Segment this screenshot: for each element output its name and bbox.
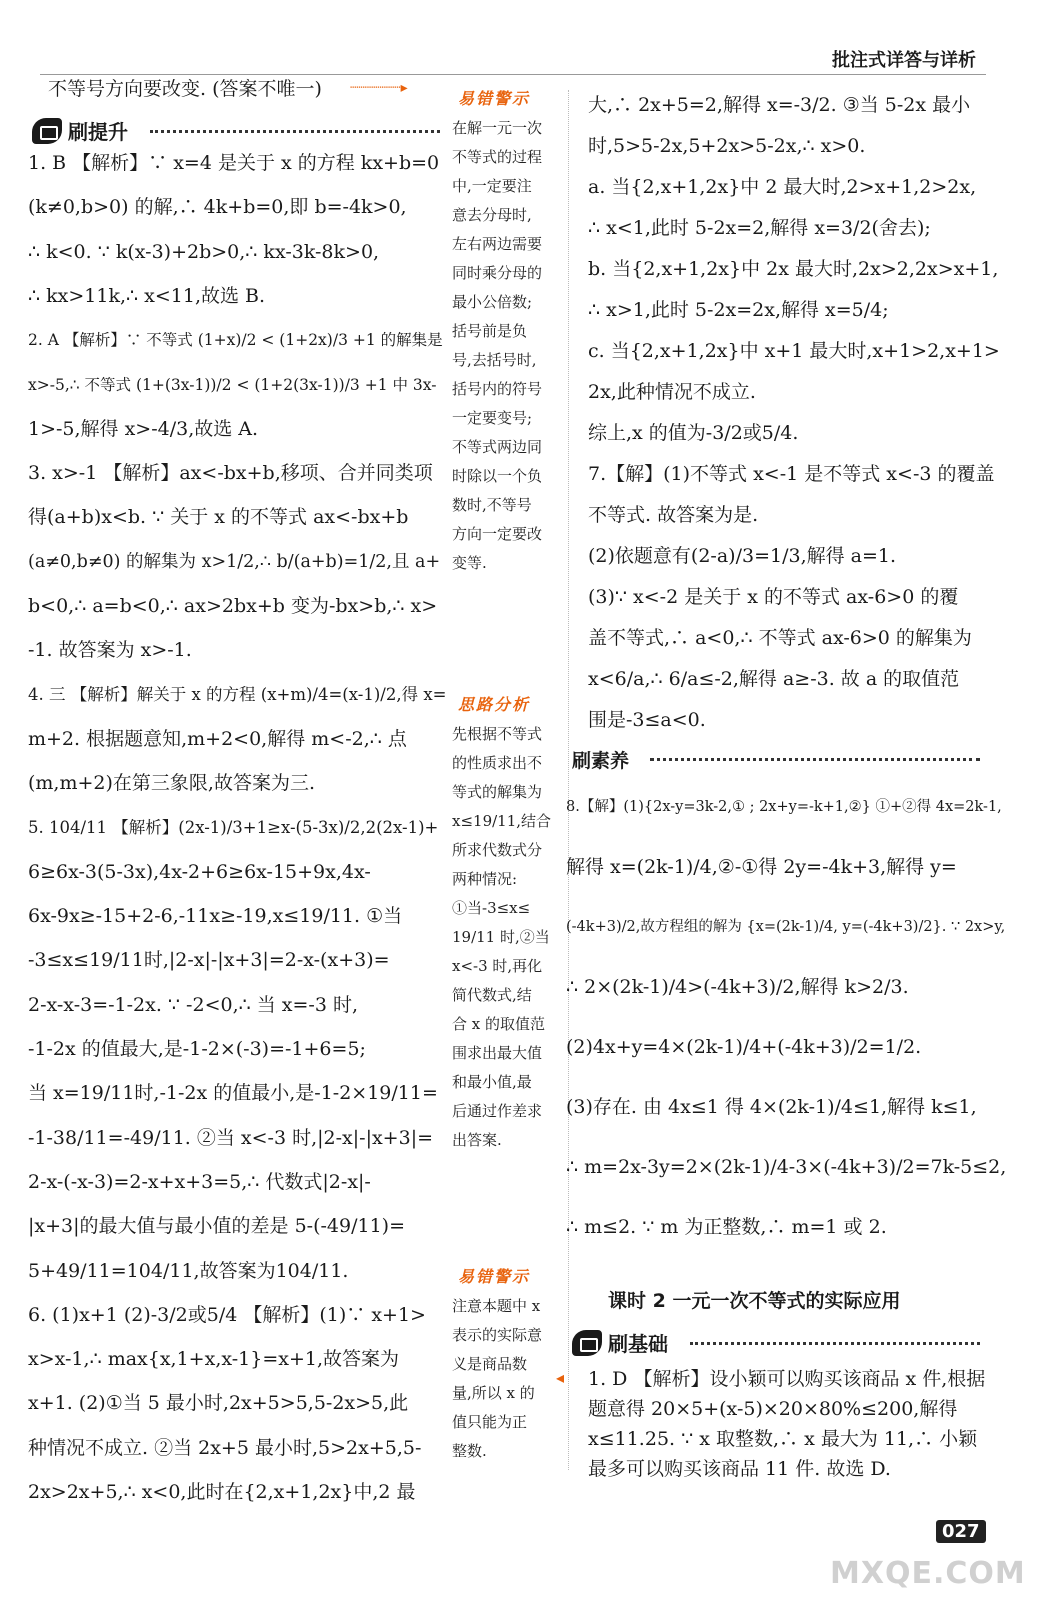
section-heading-shua-tisheng: [32, 116, 128, 145]
lesson-title: 课时 2 一元一次不等式的实际应用: [608, 1290, 901, 1312]
right-line-1: 大,∴ 2x+5=2,解得 x=-3/2. ③当 5-2x 最小: [588, 94, 971, 116]
left-line-12: -1. 故答案为 x>-1.: [28, 639, 192, 662]
note2-line-14: 后通过作差求: [452, 1102, 543, 1120]
note2-line-5: 所求代数式分: [452, 841, 543, 859]
right-line3-3: x≤11.25. ∵ x 取整数,∴ x 最大为 11,∴ 小颖: [588, 1428, 978, 1450]
header-rule: [40, 74, 986, 75]
left-line-11: b<0,∴ a=b<0,∴ ax>2bx+b 变为-bx>b,∴ x>: [28, 595, 438, 617]
left-line-23: -1-38/11=-49/11. ②当 x<-3 时,|2-x|-|x+3|=: [28, 1126, 434, 1149]
note2-line-4: x≤19/11,结合: [452, 812, 552, 830]
left-line-1: 1. B 【解析】∵ x=4 是关于 x 的方程 kx+b=0: [28, 152, 440, 174]
note2-line-13: 和最小值,最: [452, 1073, 532, 1091]
right-line3-1: 1. D 【解析】设小颖可以购买该商品 x 件,根据: [588, 1368, 986, 1390]
right-line-2: 时,5>5-2x,5+2x>5-2x,∴ x>0.: [588, 135, 866, 157]
intro-line: 不等号方向要改变. (答案不唯一): [48, 78, 322, 100]
right-line-10: 7.【解】(1)不等式 x<-1 是不等式 x<-3 的覆盖: [588, 463, 995, 485]
right-line-3: a. 当{2,x+1,2x}中 2 最大时,2>x+1,2>2x,: [588, 176, 977, 198]
right-line2-6: (3)存在. 由 4x≤1 得 4×(2k-1)/4≤1,解得 k≤1,: [566, 1096, 977, 1118]
left-line-8: 3. x>-1 【解析】ax<-bx+b,移项、合并同类项: [28, 462, 433, 485]
note2-line-12: 围求出最大值: [452, 1044, 543, 1062]
note2-line-15: 出答案.: [452, 1131, 502, 1149]
right-line2-7: ∴ m=2x-3y=2×(2k-1)/4-3×(-4k+3)/2=7k-5≤2,: [566, 1156, 1007, 1178]
left-line-9: 得(a+b)x<b. ∵ 关于 x 的不等式 ax<-bx+b: [28, 506, 409, 529]
left-line-6: x>-5,∴ 不等式 (1+(3x-1))/2 < (1+2(3x-1))/3 +1 中 3x-: [28, 375, 437, 394]
note-connector-arrow: ┈┈┈┈┈┈▸: [350, 80, 408, 96]
right-line-6: ∴ x>1,此时 5-2x=2x,解得 x=5/4;: [588, 299, 889, 321]
note1-line-5: 左右两边需要: [452, 235, 543, 253]
page-number: 027: [936, 1520, 986, 1543]
left-line-18: 6x-9x≥-15+2-6,-11x≥-19,x≤19/11. ①当: [28, 905, 403, 928]
left-line-13: 4. 三 【解析】解关于 x 的方程 (x+m)/4=(x-1)/2,得 x=: [28, 684, 447, 704]
note2-line-1: 先根据不等式: [452, 725, 543, 743]
left-line-3: ∴ k<0. ∵ k(x-3)+2b>0,∴ kx-3k-8k>0,: [28, 240, 380, 263]
right-line3-2: 题意得 20×5+(x-5)×20×80%≤200,解得: [588, 1398, 958, 1420]
note2-line-8: 19/11 时,②当: [452, 928, 550, 946]
side-note-title-1: 易错警示: [458, 89, 531, 108]
left-line-30: 种情况不成立. ②当 2x+5 最小时,5>2x+5,5-: [28, 1436, 422, 1459]
section-heading-label-3: 刷基础: [608, 1332, 668, 1356]
section-heading-label-2: 刷素养: [572, 750, 630, 772]
column-divider: [568, 90, 569, 1470]
note2-line-10: 简代数式,结: [452, 986, 532, 1004]
note2-line-2: 的性质求出不: [452, 754, 543, 772]
right-line2-5: (2)4x+y=4×(2k-1)/4+(-4k+3)/2=1/2.: [566, 1036, 922, 1058]
right-line-12: (2)依题意有(2-a)/3=1/3,解得 a=1.: [588, 545, 897, 567]
left-line-19: -3≤x≤19/11时,|2-x|-|x+3|=2-x-(x+3)=: [28, 949, 390, 972]
left-line-29: x+1. (2)①当 5 最小时,2x+5>5,5-2x>5,此: [28, 1392, 409, 1415]
left-line-16: 5. 104/11 【解析】(2x-1)/3+1≥x-(5-3x)/2,2(2x-1)+: [28, 817, 439, 837]
left-line-10: (a≠0,b≠0) 的解集为 x>1/2,∴ b/(a+b)=1/2,且 a+: [28, 551, 441, 572]
note1-line-2: 不等式的过程: [452, 148, 543, 166]
note3-line-5: 值只能为正: [452, 1413, 528, 1431]
right-line-7: c. 当{2,x+1,2x}中 x+1 最大时,x+1>2,x+1>: [588, 340, 1000, 362]
note1-line-9: 号,去括号时,: [452, 351, 537, 369]
right-line2-4: ∴ 2×(2k-1)/4>(-4k+3)/2,解得 k>2/3.: [566, 976, 909, 998]
section-heading-shua-suyang: [572, 746, 629, 773]
left-line-14: m+2. 根据题意知,m+2<0,解得 m<-2,∴ 点: [28, 727, 407, 750]
right-line-14: 盖不等式,∴ a<0,∴ 不等式 ax-6>0 的解集为: [588, 627, 972, 649]
left-line-22: 当 x=19/11时,-1-2x 的值最小,是-1-2×19/11=: [28, 1082, 438, 1105]
section-heading-label: 刷提升: [68, 120, 128, 144]
left-line-25: |x+3|的最大值与最小值的差是 5-(-49/11)=: [28, 1215, 405, 1238]
right-line-11: 不等式. 故答案为是.: [588, 504, 759, 526]
left-line-2: (k≠0,b>0) 的解,∴ 4k+b=0,即 b=-4k>0,: [28, 196, 407, 219]
right-line2-1: 8.【解】(1){2x-y=3k-2,① ; 2x+y=-k+1,②} ①+②得 4x=2k-1,: [566, 799, 1002, 815]
section-badge-icon: [32, 118, 62, 144]
right-line-8: 2x,此种情况不成立.: [588, 381, 756, 403]
left-line-5: 2. A 【解析】∵ 不等式 (1+x)/2 < (1+2x)/3 +1 的解集是: [28, 331, 443, 350]
right-line2-8: ∴ m≤2. ∵ m 为正整数,∴ m=1 或 2.: [566, 1216, 887, 1238]
page-header-title: 批注式详答与详析: [832, 50, 976, 71]
left-line-27: 6. (1)x+1 (2)-3/2或5/4 【解析】(1)∵ x+1>: [28, 1303, 426, 1326]
note1-line-3: 中,一定要注: [452, 177, 532, 195]
note1-line-10: 括号内的符号: [452, 380, 543, 398]
section-dotted-rule-2: [650, 758, 980, 761]
note2-line-7: ①当-3≤x≤: [452, 899, 531, 917]
left-line-21: -1-2x 的值最大,是-1-2×(-3)=-1+6=5;: [28, 1038, 366, 1060]
left-line-26: 5+49/11=104/11,故答案为104/11.: [28, 1259, 349, 1282]
right-line-5: b. 当{2,x+1,2x}中 2x 最大时,2x>2,2x>x+1,: [588, 258, 999, 280]
right-line-4: ∴ x<1,此时 5-2x=2,解得 x=3/2(舍去);: [588, 217, 931, 239]
note1-line-12: 不等式两边同: [452, 438, 543, 456]
note1-line-15: 方向一定要改: [452, 525, 543, 543]
note3-line-6: 整数.: [452, 1442, 487, 1460]
section-badge-icon-2: [572, 1330, 602, 1356]
note3-line-3: 义是商品数: [452, 1355, 528, 1373]
right-line-15: x<6/a,∴ 6/a≤-2,解得 a≥-3. 故 a 的取值范: [588, 668, 960, 690]
left-line-4: ∴ kx>11k,∴ x<11,故选 B.: [28, 284, 266, 307]
right-line-16: 围是-3≤a<0.: [588, 709, 706, 731]
note3-line-2: 表示的实际意: [452, 1326, 543, 1344]
note2-line-3: 等式的解集为: [452, 783, 543, 801]
note1-line-6: 同时乘分母的: [452, 264, 543, 282]
left-line-17: 6≥6x-3(5-3x),4x-2+6≥6x-15+9x,4x-: [28, 860, 371, 883]
note2-line-11: 合 x 的取值范: [452, 1015, 545, 1033]
section-dotted-rule: [150, 130, 440, 133]
note1-line-13: 时除以一个负: [452, 467, 543, 485]
note2-line-9: x<-3 时,再化: [452, 957, 543, 975]
right-line2-3: (-4k+3)/2,故方程组的解为 {x=(2k-1)/4, y=(-4k+3)/2}. ∵ 2x>y,: [566, 919, 1006, 935]
right-line-9: 综上,x 的值为-3/2或5/4.: [588, 422, 799, 444]
answer-arrow-marker: ◂: [556, 1368, 565, 1387]
note1-line-11: 一定要变号;: [452, 409, 533, 427]
side-note-title-3: 易错警示: [458, 1267, 531, 1286]
section-dotted-rule-3: [690, 1342, 980, 1345]
note1-line-8: 括号前是负: [452, 322, 528, 340]
section-heading-shua-jichu: [572, 1328, 668, 1357]
left-line-28: x>x-1,∴ max{x,1+x,x-1}=x+1,故答案为: [28, 1348, 400, 1371]
note1-line-4: 意去分母时,: [452, 206, 532, 224]
right-line-13: (3)∵ x<-2 是关于 x 的不等式 ax-6>0 的覆: [588, 586, 959, 608]
left-line-31: 2x>2x+5,∴ x<0,此时在{2,x+1,2x}中,2 最: [28, 1481, 416, 1503]
note1-line-7: 最小公倍数;: [452, 293, 533, 311]
left-line-15: (m,m+2)在第三象限,故答案为三.: [28, 772, 315, 795]
right-line2-2: 解得 x=(2k-1)/4,②-①得 2y=-4k+3,解得 y=: [566, 856, 957, 878]
note1-line-16: 变等.: [452, 554, 487, 572]
note3-line-1: 注意本题中 x: [452, 1297, 541, 1315]
watermark-text: MXQE.COM: [830, 1556, 1026, 1591]
left-line-24: 2-x-(-x-3)=2-x+x+3=5,∴ 代数式|2-x|-: [28, 1170, 371, 1193]
note1-line-1: 在解一元一次: [452, 119, 543, 137]
note2-line-6: 两种情况:: [452, 870, 518, 888]
left-line-7: 1>-5,解得 x>-4/3,故选 A.: [28, 417, 259, 440]
note3-line-4: 量,所以 x 的: [452, 1384, 535, 1402]
left-line-20: 2-x-x-3=-1-2x. ∵ -2<0,∴ 当 x=-3 时,: [28, 993, 359, 1016]
side-note-title-2: 思路分析: [458, 695, 531, 714]
right-line3-4: 最多可以购买该商品 11 件. 故选 D.: [588, 1458, 891, 1480]
note1-line-14: 数时,不等号: [452, 496, 532, 514]
